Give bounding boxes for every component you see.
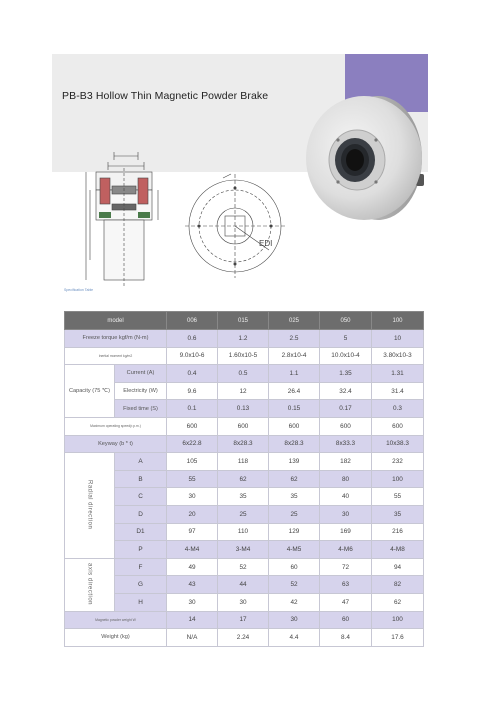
cell: 49	[167, 558, 218, 576]
table-row	[65, 523, 424, 541]
cell: 25	[218, 505, 269, 523]
table-row	[65, 400, 424, 418]
cell: 62	[269, 470, 320, 488]
cell: 129	[269, 523, 320, 541]
cell: 4-M8	[372, 541, 424, 559]
cell: 139	[269, 453, 320, 471]
table-row	[65, 470, 424, 488]
cell: 20	[167, 505, 218, 523]
cell: 43	[167, 576, 218, 594]
cell: 30	[167, 593, 218, 611]
cell: 72	[320, 558, 372, 576]
cell: 8x33.3	[320, 435, 372, 453]
cell: 9.0x10-6	[167, 347, 218, 365]
row-label: Fixed time (S)	[115, 400, 167, 418]
cell: 17.6	[372, 629, 424, 647]
table-row	[65, 611, 424, 629]
spec-caption: Specification Table	[64, 288, 94, 292]
cell: 26.4	[269, 382, 320, 400]
cell: 0.1	[167, 400, 218, 418]
cell: 600	[372, 417, 424, 435]
cell: 6x22.8	[167, 435, 218, 453]
row-label: Electricity (W)	[115, 382, 167, 400]
cell: 62	[372, 593, 424, 611]
cell: 10x38.3	[372, 435, 424, 453]
cell: 14	[167, 611, 218, 629]
table-row	[65, 347, 424, 365]
cell: 118	[218, 453, 269, 471]
cell: 100	[372, 611, 424, 629]
cell: 55	[372, 488, 424, 506]
cell: 44	[218, 576, 269, 594]
cell: 12	[218, 382, 269, 400]
cell: 30	[320, 505, 372, 523]
row-label: H	[115, 593, 167, 611]
header-model-label: model	[65, 312, 167, 330]
table-row	[65, 453, 424, 471]
cell: 30	[167, 488, 218, 506]
header-col: 050	[320, 312, 372, 330]
cell: 232	[372, 453, 424, 471]
cell: 10	[372, 330, 424, 348]
cell: 94	[372, 558, 424, 576]
row-label: Freeze torque kgf/m (N-m)	[65, 330, 167, 348]
row-label: Weight (kg)	[65, 629, 167, 647]
row-label: Current (A)	[115, 365, 167, 383]
cell: 10.0x10-4	[320, 347, 372, 365]
row-label: D1	[115, 523, 167, 541]
radial-group-cell	[65, 453, 115, 559]
cell: 600	[218, 417, 269, 435]
cell: 62	[218, 470, 269, 488]
table-row	[65, 558, 424, 576]
axis-group-label: axis direction	[86, 562, 93, 605]
cell: N/A	[167, 629, 218, 647]
cell: 60	[320, 611, 372, 629]
cell: 4-M5	[269, 541, 320, 559]
drawing-label: EDI	[259, 239, 273, 248]
front-view-drawing	[183, 170, 293, 280]
cell: 8x28.3	[218, 435, 269, 453]
cell: 105	[167, 453, 218, 471]
cell: 30	[269, 611, 320, 629]
cell: 82	[372, 576, 424, 594]
cell: 600	[269, 417, 320, 435]
table-row	[65, 382, 424, 400]
cell: 600	[320, 417, 372, 435]
cell: 169	[320, 523, 372, 541]
cell: 31.4	[372, 382, 424, 400]
cell: 0.6	[167, 330, 218, 348]
brake-product-image	[302, 92, 426, 224]
cell: 30	[218, 593, 269, 611]
cell: 63	[320, 576, 372, 594]
row-label: F	[115, 558, 167, 576]
spec-table	[64, 311, 424, 647]
cell: 8x28.3	[269, 435, 320, 453]
cell: 4.4	[269, 629, 320, 647]
row-label: Inertial moment kg/m2	[65, 347, 167, 365]
table-row	[65, 435, 424, 453]
header-col: 100	[372, 312, 424, 330]
cell: 40	[320, 488, 372, 506]
table-row	[65, 417, 424, 435]
cell: 110	[218, 523, 269, 541]
table-row	[65, 365, 424, 383]
cell: 216	[372, 523, 424, 541]
table-header-row	[65, 312, 424, 330]
table-row	[65, 576, 424, 594]
cell: 0.3	[372, 400, 424, 418]
cell: 55	[167, 470, 218, 488]
cell: 17	[218, 611, 269, 629]
cell: 35	[269, 488, 320, 506]
side-section-drawing	[66, 150, 166, 290]
cell: 0.15	[269, 400, 320, 418]
row-label: P	[115, 541, 167, 559]
row-label: C	[115, 488, 167, 506]
cell: 2.8x10-4	[269, 347, 320, 365]
row-label: Maximum operating speed(r.p.m.)	[65, 417, 167, 435]
cell: 35	[218, 488, 269, 506]
cell: 182	[320, 453, 372, 471]
header-col: 025	[269, 312, 320, 330]
cell: 0.4	[167, 365, 218, 383]
cell: 2.24	[218, 629, 269, 647]
table-row	[65, 488, 424, 506]
page-title: PB-B3 Hollow Thin Magnetic Powder Brake	[62, 90, 269, 102]
cell: 42	[269, 593, 320, 611]
cell: 3.80x10-3	[372, 347, 424, 365]
cell: 600	[167, 417, 218, 435]
cell: 4-M6	[320, 541, 372, 559]
cell: 100	[372, 470, 424, 488]
header-col: 006	[167, 312, 218, 330]
cell: 1.31	[372, 365, 424, 383]
cell: 25	[269, 505, 320, 523]
cell: 0.17	[320, 400, 372, 418]
cell: 60	[269, 558, 320, 576]
row-label: D	[115, 505, 167, 523]
row-label: Keyway (b * t)	[65, 435, 167, 453]
axis-group-cell	[65, 558, 115, 611]
cell: 1.1	[269, 365, 320, 383]
table-row	[65, 629, 424, 647]
table-row	[65, 541, 424, 559]
row-label: Magnetic powder weight W	[65, 611, 167, 629]
cell: 8.4	[320, 629, 372, 647]
cell: 35	[372, 505, 424, 523]
table-row	[65, 593, 424, 611]
cell: 1.60x10-5	[218, 347, 269, 365]
table-row	[65, 330, 424, 348]
cell: 5	[320, 330, 372, 348]
capacity-group-label: Capacity (75 ℃)	[65, 365, 115, 418]
cell: 1.35	[320, 365, 372, 383]
cell: 52	[269, 576, 320, 594]
cell: 52	[218, 558, 269, 576]
header-col: 015	[218, 312, 269, 330]
row-label: B	[115, 470, 167, 488]
row-label: G	[115, 576, 167, 594]
cell: 0.5	[218, 365, 269, 383]
cell: 2.5	[269, 330, 320, 348]
radial-group-label: Radial direction	[86, 479, 93, 530]
table-row	[65, 505, 424, 523]
cell: 47	[320, 593, 372, 611]
cell: 9.6	[167, 382, 218, 400]
cell: 4-M4	[167, 541, 218, 559]
cell: 97	[167, 523, 218, 541]
cell: 0.13	[218, 400, 269, 418]
cell: 32.4	[320, 382, 372, 400]
row-label: A	[115, 453, 167, 471]
cell: 3-M4	[218, 541, 269, 559]
cell: 80	[320, 470, 372, 488]
cell: 1.2	[218, 330, 269, 348]
